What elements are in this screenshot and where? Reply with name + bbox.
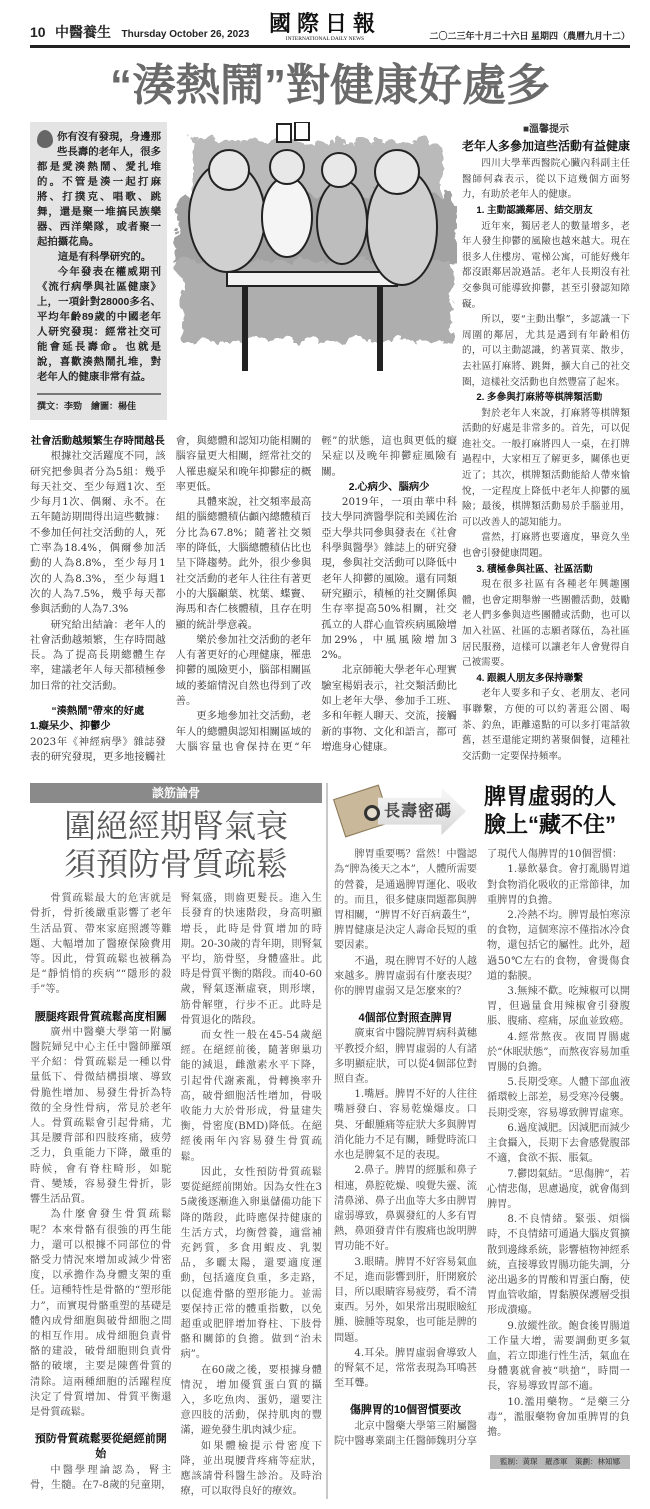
paragraph: 4.經常熬夜。夜間胃腸處於“休眠狀態”，而熬夜容易加重胃腸的負擔。 xyxy=(487,1031,630,1074)
subheading: 預防骨質疏鬆要從絕經前開始 xyxy=(34,1433,167,1461)
tips-label: ■溫馨提示 xyxy=(522,124,570,135)
subheading: 腰腿疼跟骨質疏鬆高度相關 xyxy=(34,1010,167,1023)
paragraph: 研究給出結論：老年人的社會活動越頻繁，生存時間越長。為了提高長期總體生存率，建議老年人每天都積極參加日常的社交活動。 xyxy=(30,618,166,692)
paragraph: 2.鼻子。脾胃的經脈和鼻子相連，鼻腔乾燥、嗅覺失靈、流清鼻涕、鼻子出血等大多由脾胃虛弱導致，鼻翼發紅的人多有胃熱，鼻頭發青伴有腹痛也說明脾胃功能不好。 xyxy=(334,1165,477,1253)
intro-paragraph: 你有沒有發現，身邊那些長壽的老年人，很多都是愛湊熱鬧、愛扎堆的。不管是湊一起打麻將、打撲克、唱歌、跳舞，還是聚一堆搞民族樂器、西洋樂隊，或者聚一起拍攝花鳥。 xyxy=(37,132,161,248)
paragraph: 3.無辣不歡。吃辣椒可以開胃，但過量食用辣椒會引發腹脹、腹痛、痙痛，尿血並致癌。 xyxy=(487,986,630,1028)
paragraph: 近年來，獨居老人的數量增多，老年人發生抑鬱的風險也越來越大。現在很多人住樓房、電梯公寓，可能好幾年都沒跟鄰居說過話。老年人長期沒有社交參與可能導致抑鬱，甚至引發認知障礙。 xyxy=(462,220,630,310)
subheading: “湊熱鬧”帶來的好處 xyxy=(51,706,145,718)
paragraph: 為什麼會發生骨質疏鬆呢？本來骨骼有很強的再生能力，還可以根據不同部位的骨骼受力情況來增加或減少骨密度，以承擔作為身體支架的重任。這種特性是骨骼的“塑形能力”，而實現骨骼重塑的基礎是體內成骨細胞與破骨細胞之間的相互作用。成骨細胞負責骨骼的建設，破骨細胞則負責骨骼的破壞，主要是陳舊骨質的清除。這兩種細胞的活躍程度決定了骨質增加、骨質平衡還是骨質疏鬆。 xyxy=(30,1209,172,1418)
paragraph: 6.過度減肥。因減肥而減少主食攝入，長期下去會感覺腹部不適，食欲不振、脹氣。 xyxy=(487,1122,630,1165)
subheading: 社會活動越頻繁生存時間越長 xyxy=(30,436,165,447)
intro-credit: 撰文：李勁 繪圖：楊佳 xyxy=(37,401,137,411)
column-label-bar: 談筋論骨 xyxy=(30,783,322,803)
title-line: 圍絕經期腎氣衰 xyxy=(63,808,288,845)
divider xyxy=(37,393,161,395)
masthead xyxy=(269,12,381,42)
intro-row xyxy=(30,122,457,420)
illustration-elderly-playing-cards xyxy=(167,122,457,377)
spleen-article-head xyxy=(334,783,630,839)
page-number: 10 xyxy=(30,24,46,40)
tips-body xyxy=(462,156,630,764)
paragraph: 北京師範大學老年心理實驗室楊娟表示，社交類活動比如上老年大學、參加手工班、多和年輕人聊天、交流，接觸新的事物、文化和語言，都可增進身心健康。 xyxy=(321,664,457,753)
subheading: 1. 主動認識鄰居、結交朋友 xyxy=(476,204,593,216)
paragraph: 根據社交活躍度不同，該研究把參與者分為5組：幾乎每天社交、至少每週1次、至少每月1次、偶爾、永不。在五年隨訪期間得出這些數據：不參加任何社交活動的人，死亡率為18.4%，偶爾參加活動的人為8.8%，至少每月1次的人為8.3%，至少每週1次的人為7.5%，幾乎每天都參與活動的人為7.3% xyxy=(30,450,166,616)
page-headline: “湊熱鬧”對健康好處多 xyxy=(110,61,550,110)
lower-section xyxy=(30,783,630,1499)
paragraph: 10.濫用藥物。“是藥三分毒”，濫服藥物會加重脾胃的負擔。 xyxy=(487,1396,630,1438)
paragraph: 骨質疏鬆最大的危害就是骨折，骨折後嚴重影響了老年生活品質、帶來家庭照護等難題、大幅增加了醫療保險費用等。因此，骨質疏鬆也被稱為是“靜悄悄的疾病”“隱形的殺手”等。 xyxy=(30,893,172,996)
intro-paragraph: 這是有科學研究的。 xyxy=(57,252,152,263)
tips-title: 老年人多參加這些活動有益健康 xyxy=(462,138,631,153)
subheading: 3. 積極參與社區、社區活動 xyxy=(476,563,593,575)
paragraph: 對於老年人來說，打麻將等棋牌類活動的好處是非常多的。首先，可以促進社交。一般打麻將四人一桌，在打牌過程中，大家相互了解更多，關係也更近了；其次，棋牌類活動能給人帶來愉悅，一定程度上降低中老年人抑鬱的風險；最後，棋牌類活動易於手腦並用，可以改善人的認知能力。 xyxy=(462,407,630,528)
main-article-body xyxy=(30,434,457,765)
title-line: 脾胃虛弱的人 xyxy=(483,784,616,810)
paragraph: 具體來說，社交頻率最高組的腦總體積佔顱內總體積百分比為67.8%；隨著社交頻率的降低，大腦總體積佔比也呈下降趨勢。此外，很少參與社交活動的老年人往往有著更小的大腦顳葉、枕葉、蝶竇、海馬和杏仁核體積，且存在明顯的統計學意義。 xyxy=(175,496,312,631)
paragraph: 4.耳朵。脾胃虛弱會導致人的腎氣不足，常常表現為耳鳴甚至耳聾。 xyxy=(334,1347,477,1390)
bone-article-title xyxy=(30,807,322,883)
intro-paragraph: 今年發表在權威期刊《流行病學與社區健康》上，一項針對28000多名、平均年齡89歲的中國老年人研究發現：經常社交可能會延長壽命。也就是說，喜歡湊熱鬧扎堆，對老年人的健康非常有益。 xyxy=(37,267,161,383)
header-rule xyxy=(30,45,630,48)
masthead-english: INTERNATIONAL DAILY NEWS xyxy=(285,36,365,42)
spleen-article-title xyxy=(470,783,630,839)
paragraph: 8.不良情緒。緊張、煩惱時，不良情緒可通過大腦皮質擴散到邊緣系統，影響植物神經系統，直接導致胃腸功能失調，分泌出過多的胃酸和胃蛋白酶，使胃血管收縮，胃黏膜保護層受損形成潰瘍。 xyxy=(487,1214,630,1317)
paragraph: 四川大學華西醫院心臟內科副主任醫師何森表示，從以下這幾個方面努力，有助於老年人的健康。 xyxy=(462,158,630,201)
date-chinese: 二〇二三年十月二十六日 星期四（農曆九月十二） xyxy=(429,31,630,41)
spleen-article-body xyxy=(334,847,630,1449)
paragraph: 所以，要“主動出擊”，多認識一下周圍的鄰居，尤其是遇到有年齡相仿的，可以主動認識，約著買菜、散步，去社區打麻將、跳舞，擴大自己的社交圈，這樣社交活動也自然豐富了起來。 xyxy=(462,314,630,388)
top-left xyxy=(30,122,457,765)
page-header xyxy=(30,12,630,42)
paragraph: 現在很多社區有各種老年興趣團體，也會定期舉辦一些團體活動，鼓勵老人們多參與這些團體或活動，也可以加入社區、社區的志願者隊伍，為社區居民服務，這樣可以讓老年人會覺得自己被需要。 xyxy=(462,579,630,669)
quote-mark-icon xyxy=(37,130,53,148)
tips-sidebar xyxy=(462,122,630,765)
paragraph: 樂於參加社交活動的老年人有著更好的心理健康，罹患抑鬱的風險更小，腦部相關區域的萎縮情況自然也得到了改善。 xyxy=(175,633,312,708)
subheading: 2. 多參與打麻將等棋牌類活動 xyxy=(476,392,603,404)
bone-article xyxy=(30,783,328,1499)
badge-label: 長壽密碼 xyxy=(384,801,453,821)
paragraph: 脾胃重要嗎？當然！中醫認為“脾為後天之本”，人體所需要的營養，是通過脾胃運化、吸收的。而且，很多健康問題都與脾胃相關，“脾胃不好百病叢生”，脾胃健康是決定人壽命長短的重要因素。 xyxy=(334,849,477,952)
paragraph: 因此，女性預防骨質疏鬆要從絕經前開始。因為女性在35歲後逐漸進入卵巢儲備功能下降的階段，此時應保持健康的生活方式，均衡營養，適當補充鈣質，多食用蝦皮、乳製品，多曬太陽，還要適度運動，包括適度負重，多走路，以促進骨骼的塑形能力。並需要保持正常的體重指數，以免超重或肥胖增加脊柱、下肢骨骼和關節的負擔。做到“治未病”。 xyxy=(180,1166,322,1361)
subheading: 4. 跟親人朋友多保持聯繫 xyxy=(476,672,583,684)
subheading: 傷脾胃的10個習慣要改 xyxy=(349,1404,462,1417)
paragraph: 北京中醫藥大學第三附屬醫院中醫專業副主任醫師魏玥分享了現代人傷脾胃的10個習慣： xyxy=(334,849,623,1447)
paragraph: 中醫學理論認為，腎主骨，生髓。在7-8歲的兒童期，腎氣盛，則齒更髮長。進入生長發育的快速階段，身高明顯增長，此時是骨質增加的時期。20-30歲的青年期，則腎氣平均，筋骨堅，身體盛壯。此時是骨質平衡的階段。而40-60歲，腎氣逐漸虛衰，則形壞，筋骨解墮，行步不正。此時是骨質退化的階段。 xyxy=(30,893,322,1491)
paragraph: 當然，打麻將也要適度，畢竟久坐也會引發健康問題。 xyxy=(462,532,630,560)
paragraph: 廣東省中醫院脾胃病科黃穗平教授介紹，脾胃虛弱的人有諸多明顯症狀，可以從4個部位對照自查。 xyxy=(334,1028,477,1086)
paragraph: 如果體檢提示骨密度下降，並出現腰背疼痛等症狀，應該請骨科醫生診治。及時治療，可以取得良好的療效。 xyxy=(180,1440,322,1498)
paragraph: 老年人要多和子女、老朋友、老同事聯繫，方便的可以約著逛公園、喝茶、釣魚，距離遠點的可以多打電話敘舊，甚至還能定期約著聚個餐，這種社交活動一定要保持頻率。 xyxy=(462,688,630,762)
paragraph: 1.嘴唇。脾胃不好的人往往嘴唇發白、容易乾燥爆皮。口臭、牙齦腫痛等症狀大多與脾胃消化能力不足有關，睡覺時流口水也是脾氣不足的表現。 xyxy=(334,1089,477,1162)
paragraph: 3.眼睛。脾胃不好容易氣血不足，進而影響到肝，肝開竅於目，所以眼睛容易疲勞，看不清東西。另外，如果常出現眼瞼紅腫、臉腫等現象，也可能是脾的問題。 xyxy=(334,1256,477,1344)
paragraph: 9.放縱性欲。飽食後胃腸道工作量大增，需要調動更多氣血，若立即進行性生活，氣血在身體裏就會被“哄搶”，時間一長，容易導致胃部不適。 xyxy=(487,1320,630,1393)
spleen-article xyxy=(334,783,630,1499)
subheading: 1.癡呆少、抑鬱少 xyxy=(30,721,111,733)
subheading: 2.心病少、腦病少 xyxy=(348,481,430,493)
paragraph: 更多地參加社交活動，老年人的總體與認知相關區域的大腦容量也會保持在更“年輕”的狀態，這也與更低的癡呆症以及晚年抑鬱症風險有關。 xyxy=(175,435,457,753)
page-header-left xyxy=(30,22,260,42)
paragraph: 在60歲之後，要根據身體情況，增加優質蛋白質的攝入，多吃魚肉、蛋奶，還要注意四肢的活動，保持肌肉的豐滿，避免發生肌肉減少症。 xyxy=(180,1364,322,1437)
title-line: 須預防骨質疏鬆 xyxy=(63,846,288,883)
paragraph: 2.冷熱不均。脾胃最怕寒涼的食物，這個寒涼不僅指冰冷食物，還包括它的屬性。此外，超過50℃左右的食物，會燙傷食道的黏膜。 xyxy=(487,910,630,982)
masthead-chinese: 國際日報 xyxy=(269,11,382,36)
subheading: 4個部位對照查脾胃 xyxy=(358,1012,453,1025)
longevity-code-badge xyxy=(334,783,466,839)
paragraph: 不過，現在脾胃不好的人越來越多。脾胃虛弱有什麼表現？你的脾胃虛弱又是怎麼來的？ xyxy=(334,955,477,998)
paragraph: 5.長期受寒。人體下部血液循環較上部差，易受寒冷侵襲。長期受寒，容易導致脾胃虛寒。 xyxy=(487,1077,630,1119)
paragraph: 廣州中醫藥大學第一附屬醫院婦兒中心主任中醫師羅頌平介紹：骨質疏鬆是一種以骨量低下、骨微結構損壞、導致骨脆性增加、易發生骨折為特徵的全身性骨病，常見於老年人。骨質疏鬆會引起骨痛，尤其是腰背部和四肢疼痛，疲勞乏力，負重能力下降，嚴重的時候，會有脊柱畸形，如駝背、變矮，容易發生骨折，影響生活品質。 xyxy=(30,1026,172,1206)
paragraph: 7.鬱悶氣結。“思傷脾”，若心情悲傷，思慮過度，就會傷到脾胃。 xyxy=(487,1168,630,1210)
paragraph: 1.暴飲暴食。會打亂腸胃道對食物消化吸收的正常節律，加重脾胃的負擔。 xyxy=(487,864,630,906)
intro-box xyxy=(30,122,167,420)
paragraph: 而女性一般在45-54歲絕經。在絕經前後，隨著卵巢功能的減退，雌激素水平下降，引起骨代謝紊亂，骨轉換率升高，破骨細胞活性增加，骨吸收能力大於骨形成，骨量建失衡，骨密度(BMD)降低。在絕經後兩年內容易發生骨質疏鬆。 xyxy=(180,1030,322,1163)
section-name: 中醫養生 xyxy=(55,24,112,40)
title-line: 臉上“藏不住” xyxy=(483,812,616,838)
bone-article-body xyxy=(30,891,322,1499)
date-english: Thursday October 26, 2023 xyxy=(121,29,250,40)
editor-credit: 監制：黃琛 羅彥軍 策劃：林知娜 xyxy=(490,1455,630,1469)
top-section xyxy=(30,122,630,765)
paragraph: 2023年《神經病學》雜誌發表的研究發現，更多地接觸社會，與總體和認知功能相關的腦容量更大相關，經常社交的人罹患癡呆和晚年抑鬱症的概率更低。 xyxy=(30,435,312,763)
paragraph: 2019年，一項由華中科技大學同濟醫學院和美國佐治亞大學共同參與發表在《社會科學與醫學》雜誌上的研究發現，參與社交活動可以降低中老年人抑鬱的風險。還有同類研究顯示，積極的社交關係與生存率提高50%相關，社交孤立的人群心血管疾病風險增加29%，中風風險增加32%。 xyxy=(321,496,457,662)
